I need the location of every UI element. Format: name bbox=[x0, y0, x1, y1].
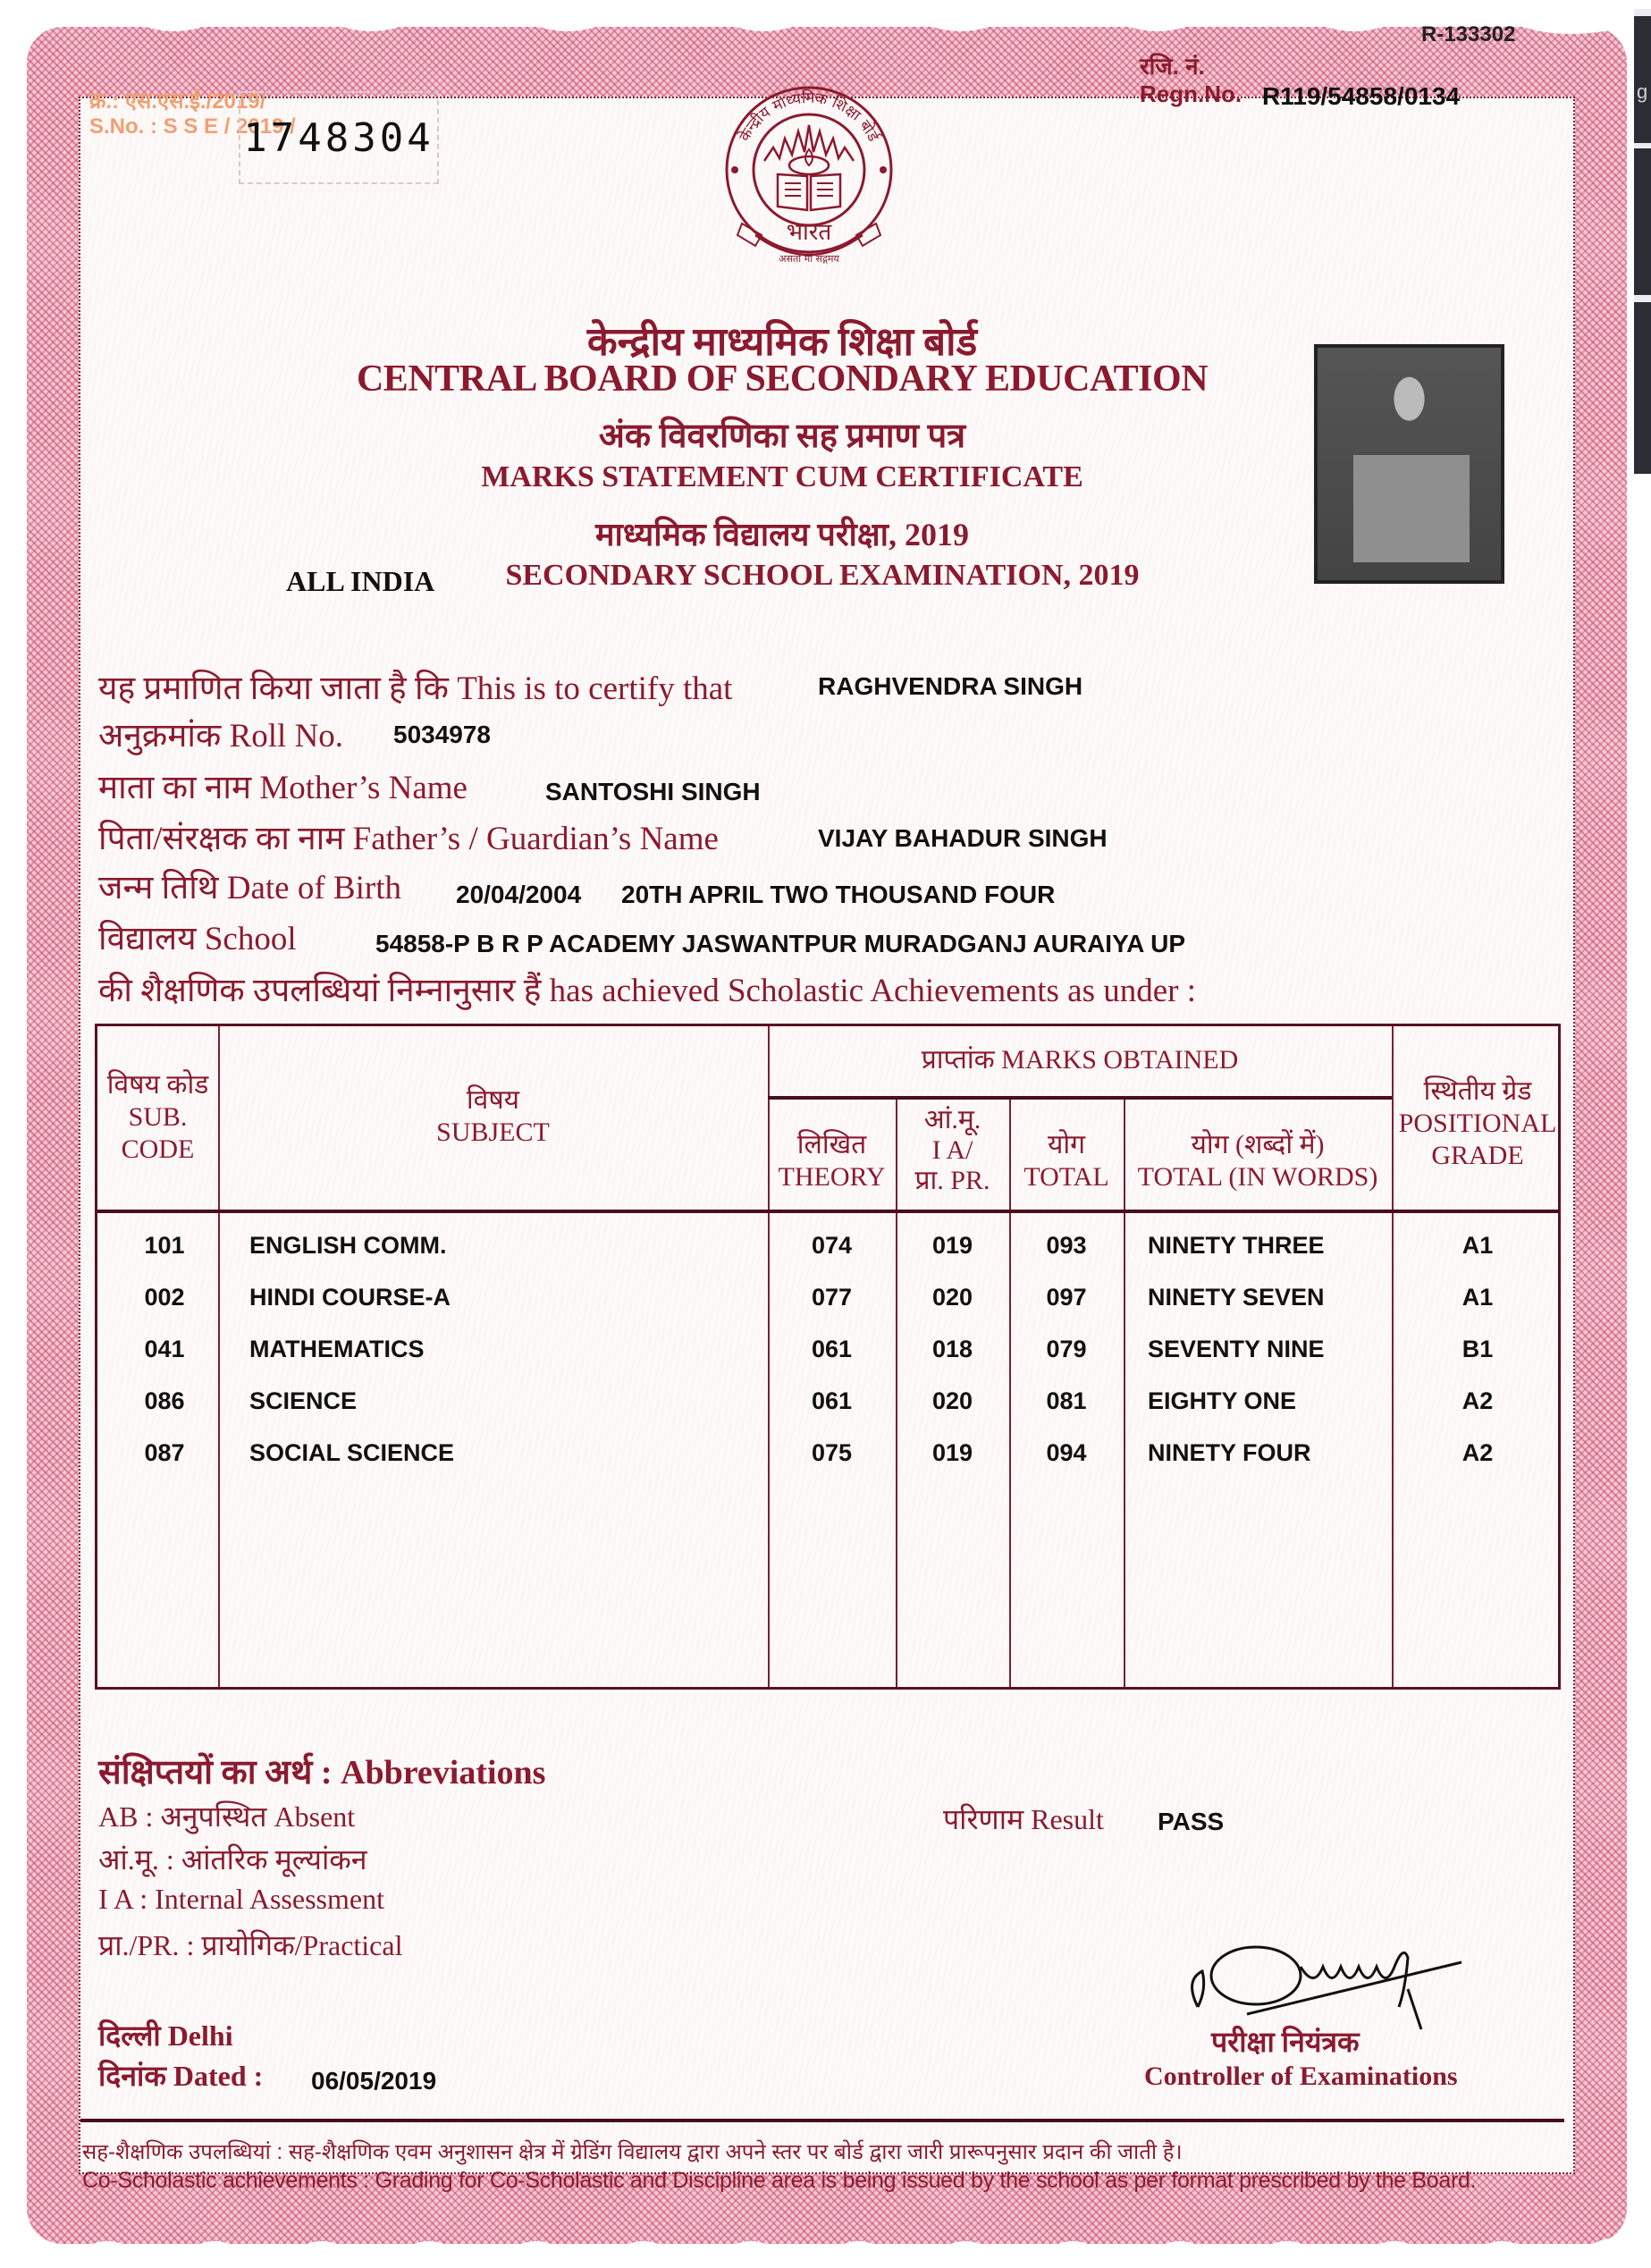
cell-ia: 019 bbox=[931, 1439, 973, 1466]
registration-label-hindi: रजि. नं. bbox=[1140, 53, 1205, 80]
cell-total: 081 bbox=[1046, 1387, 1087, 1414]
abbreviations-title: संक्षिप्तयों का अर्थ : Abbreviations bbox=[98, 1754, 546, 1792]
cell-code: 101 bbox=[144, 1232, 185, 1259]
signature-icon bbox=[1180, 1927, 1502, 2034]
header-positional-grade: स्थितीय ग्रेड POSITIONAL GRADE bbox=[1398, 1076, 1557, 1170]
cell-total: 093 bbox=[1046, 1232, 1087, 1259]
cell-words: NINETY FOUR bbox=[1148, 1439, 1311, 1466]
header-theory: लिखित THEORY bbox=[778, 1130, 886, 1192]
cell-theory: 074 bbox=[811, 1232, 853, 1259]
place: दिल्ली Delhi bbox=[98, 2019, 233, 2052]
cbse-logo-icon bbox=[697, 76, 921, 282]
student-name: RAGHVENDRA SINGH bbox=[818, 672, 1083, 700]
cell-grade: B1 bbox=[1461, 1336, 1494, 1362]
cell-grade: A1 bbox=[1461, 1232, 1494, 1259]
background-window-strip bbox=[1634, 9, 1651, 474]
father-name-label: पिता/संरक्षक का नाम Father’s / Guardian’s Name bbox=[98, 821, 719, 857]
father-name: VIJAY BAHADUR SINGH bbox=[818, 824, 1108, 852]
certificate-code: R-133302 bbox=[1421, 22, 1516, 46]
cell-grade: A1 bbox=[1461, 1284, 1494, 1311]
cell-words: SEVENTY NINE bbox=[1148, 1336, 1325, 1362]
cell-theory: 075 bbox=[811, 1439, 853, 1466]
cell-ia: 018 bbox=[931, 1336, 973, 1362]
svg-text:केन्द्रीय माध्यमिक शिक्षा बोर् bbox=[735, 89, 883, 146]
result-value: PASS bbox=[1158, 1808, 1225, 1835]
scalloped-edge-top bbox=[27, 0, 1627, 36]
header-subject: विषय SUBJECT bbox=[436, 1085, 550, 1147]
serial-number: 1748304 bbox=[239, 91, 439, 184]
cell-code: 086 bbox=[144, 1387, 185, 1414]
signatory-title: Controller of Examinations bbox=[1144, 2061, 1458, 2091]
cell-theory: 077 bbox=[811, 1284, 853, 1311]
roll-number: 5034978 bbox=[393, 721, 492, 748]
cell-ia: 019 bbox=[931, 1232, 973, 1259]
cell-subject: SOCIAL SCIENCE bbox=[249, 1439, 455, 1466]
board-name: CENTRAL BOARD OF SECONDARY EDUCATION bbox=[356, 358, 1209, 400]
achievements-label: की शैक्षणिक उपलब्धियां निम्नानुसार हैं has achieved Scholastic Achievements as under : bbox=[98, 973, 1197, 1009]
abbreviation-item: आं.मू. : आंतरिक मूल्यांकन bbox=[98, 1843, 367, 1876]
cell-grade: A2 bbox=[1461, 1439, 1494, 1466]
cell-code: 087 bbox=[144, 1439, 185, 1466]
scalloped-edge-bottom bbox=[27, 2232, 1627, 2268]
cell-words: EIGHTY ONE bbox=[1148, 1387, 1297, 1414]
footer-divider bbox=[80, 2119, 1564, 2122]
co-scholastic-note: Co-Scholastic achievements : Grading for Co-Scholastic and Discipline area is being issued by the school as per format prescribed by the Board. bbox=[82, 2168, 1477, 2193]
mother-name-label: माता का नाम Mother’s Name bbox=[98, 770, 468, 806]
date-label: दिनांक Dated : bbox=[98, 2060, 264, 2092]
board-name-hindi: केन्द्रीय माध्यमिक शिक्षा बोर्ड bbox=[586, 320, 978, 364]
logo-ring-text: केन्द्रीय माध्यमिक शिक्षा बोर्ड bbox=[736, 89, 882, 145]
abbreviation-item: प्रा./PR. : प्रायोगिक/Practical bbox=[98, 1929, 403, 1961]
header-total: योग TOTAL bbox=[1023, 1130, 1109, 1192]
cell-words: NINETY SEVEN bbox=[1148, 1284, 1325, 1311]
date-of-birth-words: 20TH APRIL TWO THOUSAND FOUR bbox=[621, 881, 1056, 908]
co-scholastic-note-hindi: सह-शैक्षणिक उपलब्धियां : सह-शैक्षणिक एवम अनुशासन क्षेत्र में ग्रेडिंग विद्यालय द्वारा अपने स्तर पर बोर्ड द्वारा जारी प्रारूपनुसार प्रदान की जाती है। bbox=[82, 2140, 1183, 2164]
logo-motto-text: असतो मा सद्गमय bbox=[779, 253, 839, 265]
cell-total: 097 bbox=[1046, 1284, 1087, 1311]
registration-label: Regn.No. bbox=[1140, 80, 1242, 107]
cell-words: NINETY THREE bbox=[1148, 1232, 1325, 1259]
header-internal-assessment: आं.मू. I A/ प्रा. PR. bbox=[914, 1105, 990, 1195]
roll-number-label: अनुक्रमांक Roll No. bbox=[98, 718, 344, 755]
header-sub-code: विषय कोड SUB. CODE bbox=[106, 1070, 209, 1164]
header-total-in-words: योग (शब्दों में) TOTAL (IN WORDS) bbox=[1137, 1130, 1378, 1192]
issue-date: 06/05/2019 bbox=[311, 2067, 437, 2095]
background-glyph: g bbox=[1637, 80, 1648, 103]
cell-grade: A2 bbox=[1461, 1387, 1494, 1414]
certify-label: यह प्रमाणित किया जाता है कि This is to certify that bbox=[98, 670, 733, 707]
serial-label-english: S.No. : S S E / 2019 / bbox=[89, 114, 296, 139]
mother-name: SANTOSHI SINGH bbox=[545, 778, 761, 805]
dob-label: जन्म तिथि Date of Birth bbox=[98, 870, 401, 906]
registration-number: R119/54858/0134 bbox=[1262, 82, 1461, 110]
cell-ia: 020 bbox=[931, 1284, 973, 1311]
cell-subject: SCIENCE bbox=[249, 1387, 358, 1414]
school-label: विद्यालय School bbox=[98, 921, 297, 957]
cell-total: 079 bbox=[1046, 1336, 1087, 1362]
marks-table bbox=[95, 1024, 1561, 1690]
cell-code: 002 bbox=[144, 1284, 185, 1311]
exam-title-hindi: माध्यमिक विद्यालय परीक्षा, 2019 bbox=[594, 517, 970, 552]
cell-theory: 061 bbox=[811, 1387, 853, 1414]
cell-subject: HINDI COURSE-A bbox=[249, 1284, 451, 1311]
cell-total: 094 bbox=[1046, 1439, 1087, 1466]
logo-country-text: भारत bbox=[786, 219, 832, 246]
result-label: परिणाम Result bbox=[943, 1803, 1104, 1835]
student-photo bbox=[1314, 344, 1504, 584]
exam-scope: ALL INDIA bbox=[286, 565, 435, 597]
exam-title: SECONDARY SCHOOL EXAMINATION, 2019 bbox=[505, 559, 1140, 592]
header-marks-obtained: प्राप्तांक MARKS OBTAINED bbox=[921, 1045, 1239, 1075]
abbreviation-item: I A : Internal Assessment bbox=[98, 1883, 384, 1915]
serial-label-hindi: क्र.: एस.एस.ई./2019/ bbox=[89, 89, 266, 114]
abbreviation-item: AB : अनुपस्थित Absent bbox=[98, 1800, 356, 1833]
document-title-hindi: अंक विवरणिका सह प्रमाण पत्र bbox=[598, 417, 966, 455]
document-title: MARKS STATEMENT CUM CERTIFICATE bbox=[481, 460, 1083, 493]
cell-subject: ENGLISH COMM. bbox=[249, 1232, 447, 1259]
cell-code: 041 bbox=[144, 1336, 185, 1362]
school-name: 54858-P B R P ACADEMY JASWANTPUR MURADGANJ AURAIYA UP bbox=[375, 930, 1186, 957]
cell-theory: 061 bbox=[811, 1336, 853, 1362]
cell-subject: MATHEMATICS bbox=[249, 1336, 425, 1362]
date-of-birth: 20/04/2004 bbox=[456, 881, 582, 908]
signatory-title-hindi: परीक्षा नियंत्रक bbox=[1211, 2026, 1360, 2058]
cell-ia: 020 bbox=[931, 1387, 973, 1414]
